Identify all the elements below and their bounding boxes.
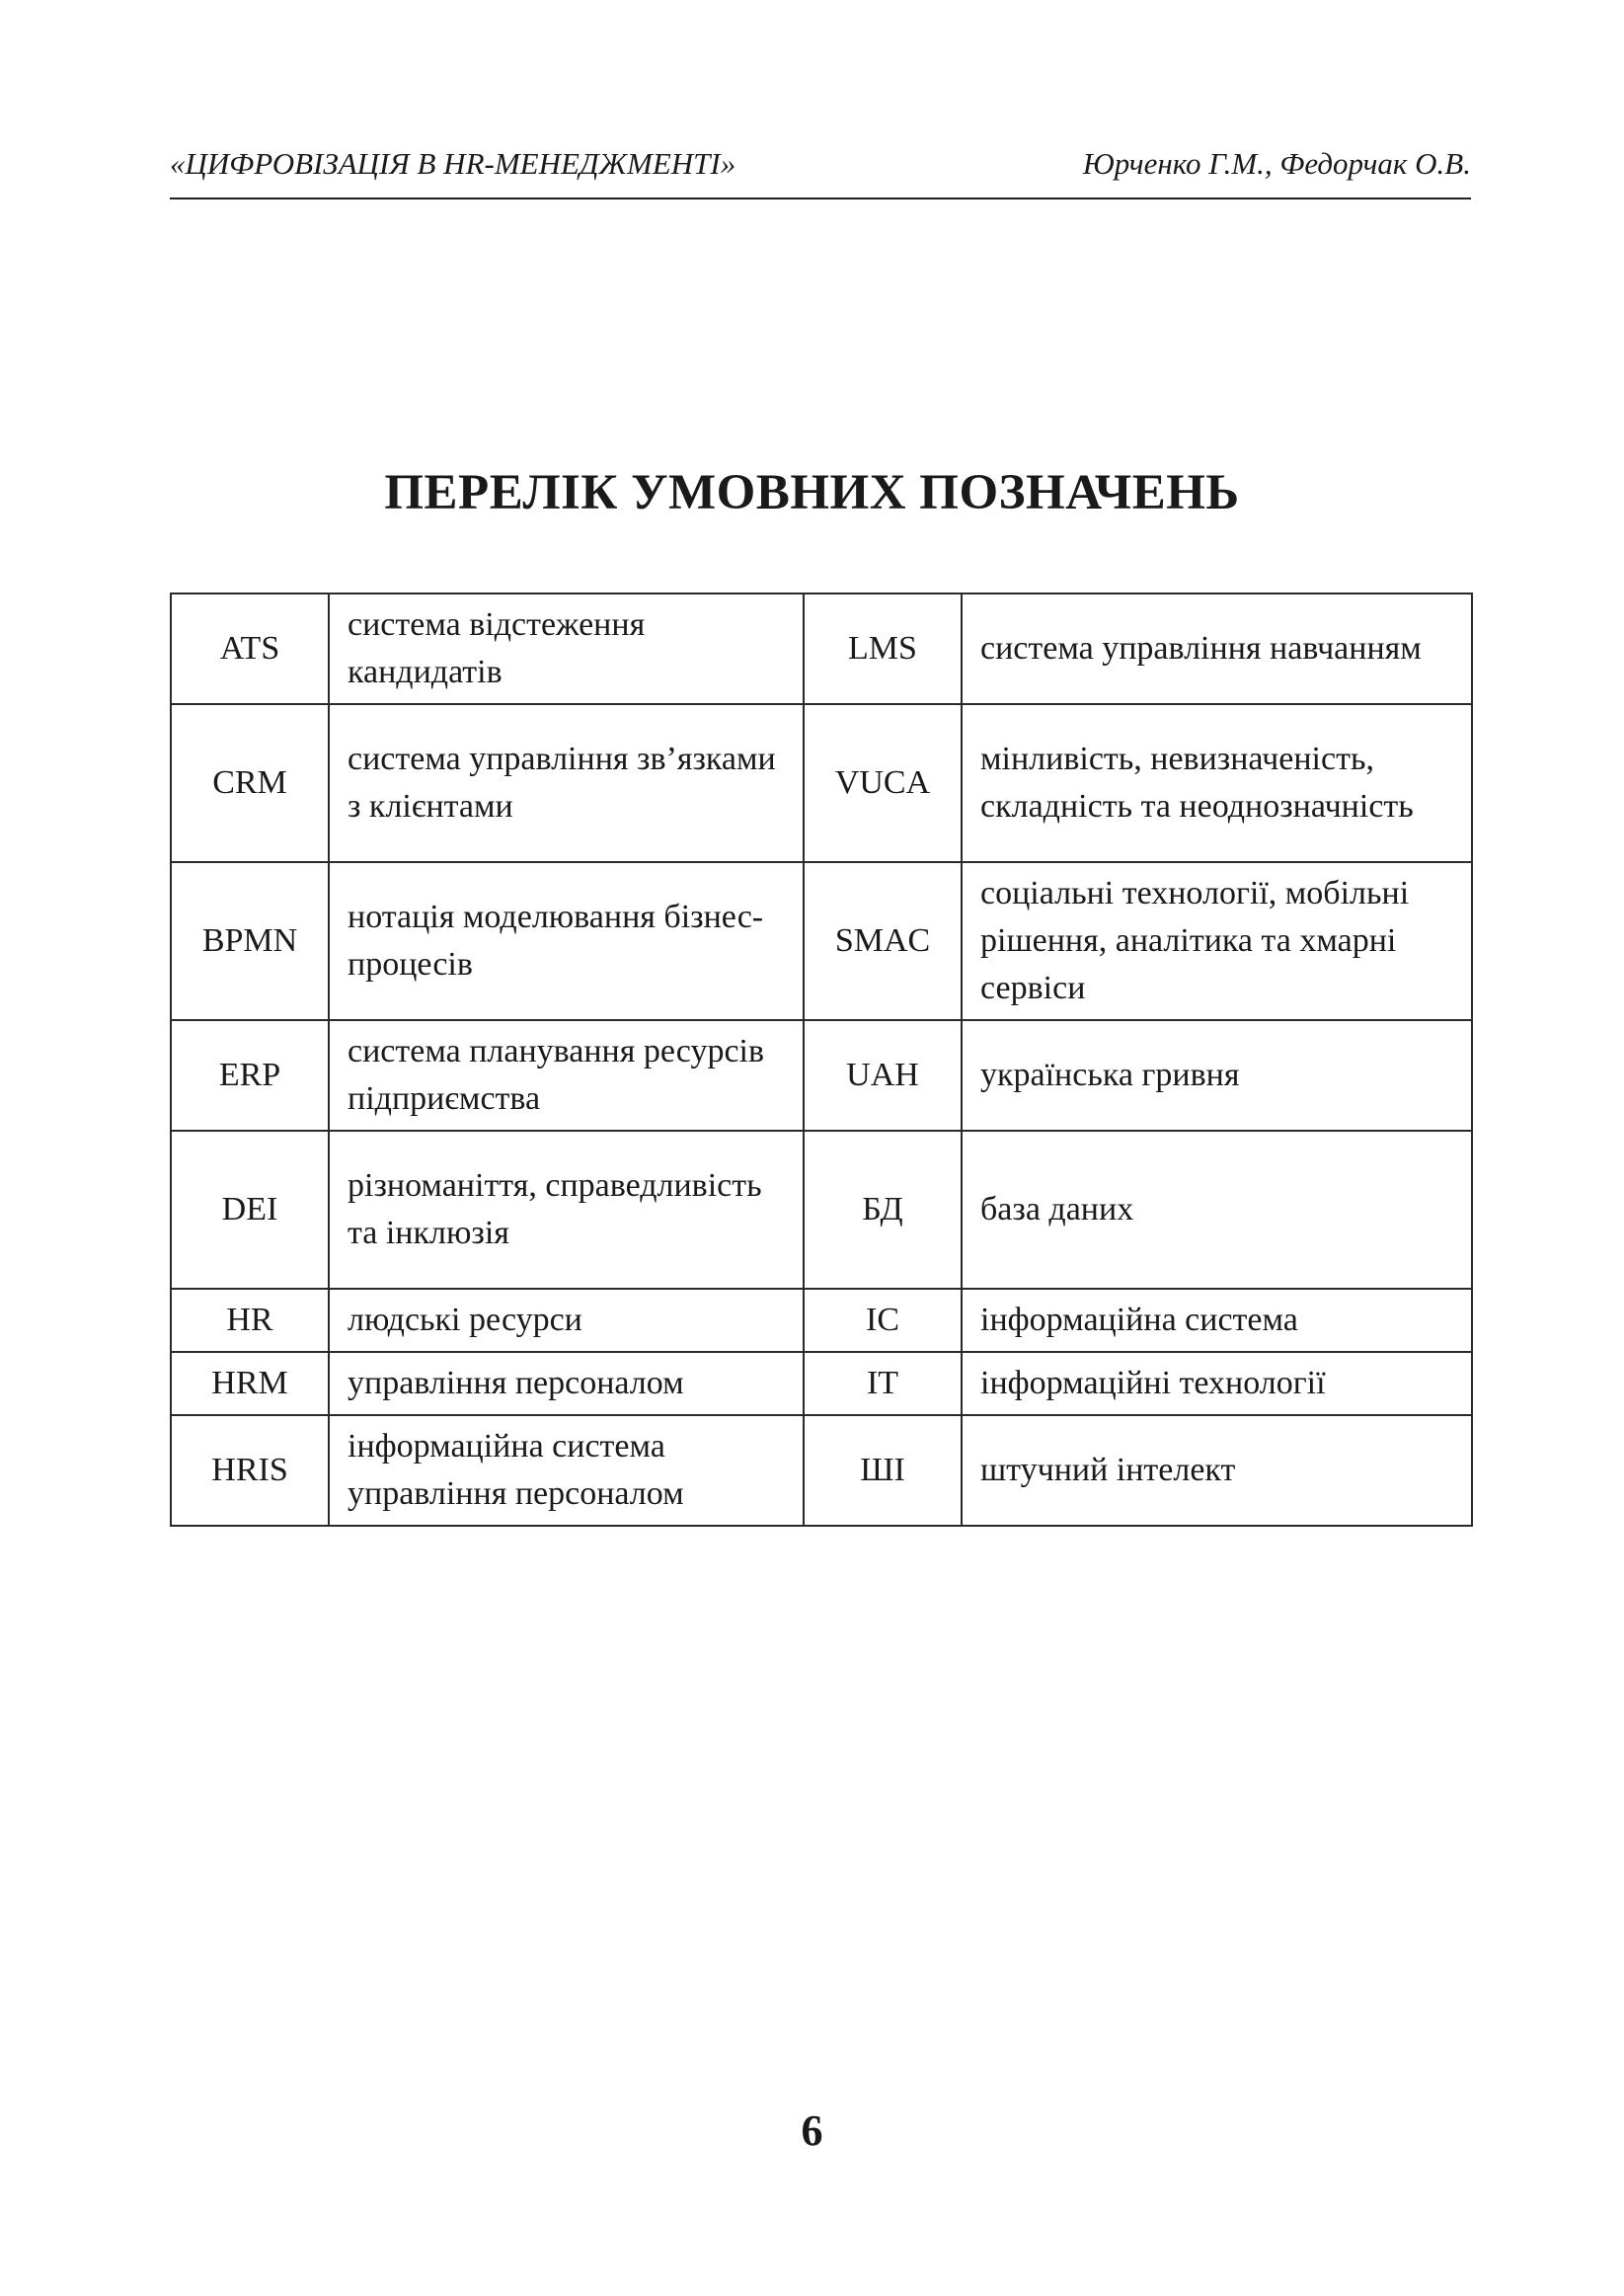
table-row [171, 1352, 1472, 1415]
definition-cell: різноманіття, справедливість та інклюзія [329, 1131, 804, 1289]
abbreviation-cell: LMS [804, 594, 962, 704]
definition-cell: людські ресурси [329, 1289, 804, 1352]
abbreviation-cell: ІС [804, 1289, 962, 1352]
authors: Юрченко Г.М., Федорчак О.В. [1082, 146, 1471, 181]
table-row [171, 594, 1472, 704]
abbreviation-cell: UAH [804, 1020, 962, 1131]
book-title: «ЦИФРОВІЗАЦІЯ В HR-МЕНЕДЖМЕНТІ» [170, 146, 736, 181]
definition-cell: соціальні технології, мобільні рішення, аналітика та хмарні сервіси [962, 862, 1472, 1020]
definition-cell: база даних [962, 1131, 1472, 1289]
page-number: 6 [801, 2106, 823, 2155]
table-row [171, 1289, 1472, 1352]
abbreviation-cell: ІТ [804, 1352, 962, 1415]
abbreviation-cell: CRM [171, 704, 329, 862]
running-header [170, 146, 1471, 199]
table-row [171, 862, 1472, 1020]
definition-cell: система управління навчанням [962, 594, 1472, 704]
definition-cell: мінливість, невизначеність, складність та неоднозначність [962, 704, 1472, 862]
table-row [171, 704, 1472, 862]
abbreviation-cell: DEI [171, 1131, 329, 1289]
definition-cell: управління персоналом [329, 1352, 804, 1415]
definition-cell: нотація моделювання бізнес-процесів [329, 862, 804, 1020]
abbreviation-cell: HRM [171, 1352, 329, 1415]
abbreviation-cell: ATS [171, 594, 329, 704]
table-row [171, 1020, 1472, 1131]
definition-cell: інформаційні технології [962, 1352, 1472, 1415]
table-row [171, 1415, 1472, 1526]
abbreviation-cell: BPMN [171, 862, 329, 1020]
abbreviation-cell: ШІ [804, 1415, 962, 1526]
definition-cell: українська гривня [962, 1020, 1472, 1131]
page-title: ПЕРЕЛІК УМОВНИХ ПОЗНАЧЕНЬ [384, 465, 1240, 520]
table-row [171, 1131, 1472, 1289]
definition-cell: інформаційна система [962, 1289, 1472, 1352]
abbreviation-cell: VUCA [804, 704, 962, 862]
abbreviation-cell: ERP [171, 1020, 329, 1131]
definition-cell: штучний інтелект [962, 1415, 1472, 1526]
definition-cell: система планування ресурсів підприємства [329, 1020, 804, 1131]
abbreviation-cell: HRIS [171, 1415, 329, 1526]
definition-cell: система відстеження кандидатів [329, 594, 804, 704]
definition-cell: система управління зв’язками з клієнтами [329, 704, 804, 862]
abbreviation-cell: БД [804, 1131, 962, 1289]
abbreviation-cell: HR [171, 1289, 329, 1352]
abbreviations-table [170, 593, 1473, 1527]
definition-cell: інформаційна система управління персоналом [329, 1415, 804, 1526]
abbreviation-cell: SMAC [804, 862, 962, 1020]
